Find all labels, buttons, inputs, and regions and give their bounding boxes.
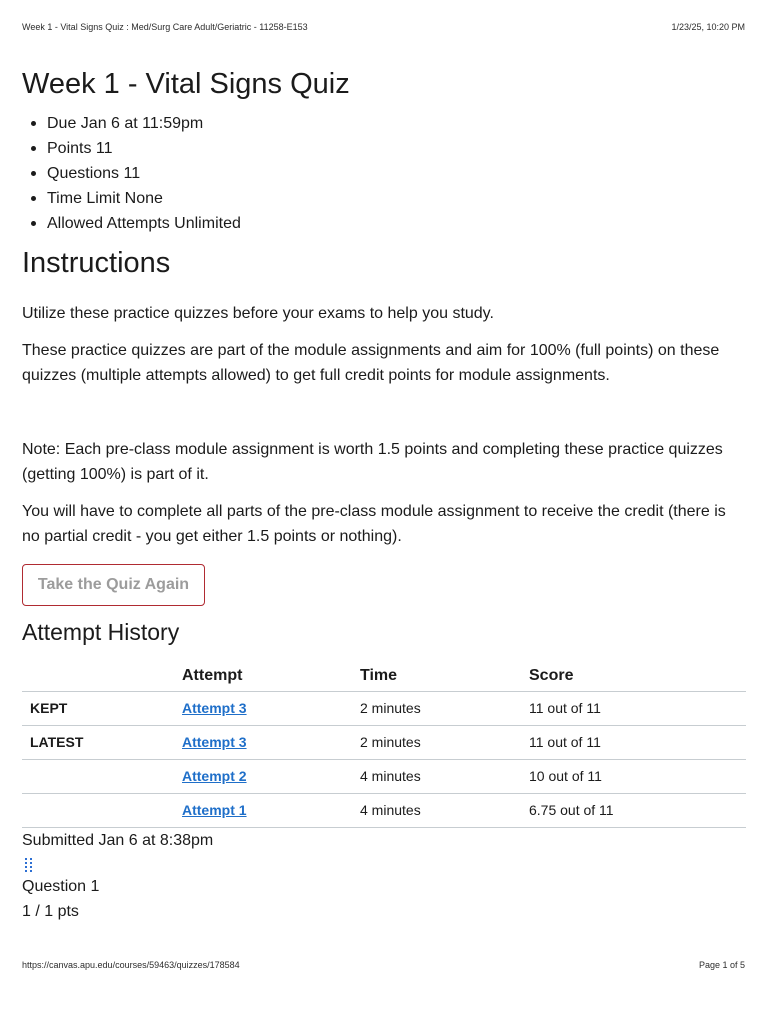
quiz-detail-due (22, 111, 746, 136)
attempt-cell (182, 759, 360, 793)
instructions-heading: Instructions (22, 247, 171, 279)
take-quiz-again-button[interactable]: Take the Quiz Again (22, 564, 205, 606)
instructions-paragraph: These practice quizzes are part of the module assignments and aim for 100% (full points) on these quizzes (multiple attempts allowed) to get full credit points for module assignments. (22, 342, 720, 384)
detail-text: Allowed Attempts Unlimited (47, 215, 241, 232)
attempt-time: 4 minutes (360, 793, 529, 827)
drag-handle-icon[interactable] (22, 856, 34, 874)
column-header-score: Score (529, 661, 746, 691)
detail-text: Questions 11 (47, 165, 141, 182)
attempt-time: 2 minutes (360, 725, 529, 759)
main-content (22, 66, 746, 924)
submitted-timestamp: Submitted Jan 6 at 8:38pm (22, 831, 214, 849)
table-row (22, 759, 746, 793)
quiz-detail-questions (22, 161, 746, 186)
print-header (22, 22, 745, 36)
attempt-history-table (22, 661, 746, 828)
quiz-detail-points (22, 136, 746, 161)
instructions-paragraph: You will have to complete all parts of the pre-class module assignment to receive the credit (there is no partial credit - you get either 1.5 points or nothing). (22, 503, 726, 545)
bullet-icon (31, 196, 36, 201)
print-header-title: Week 1 - Vital Signs Quiz : Med/Surg Care Adult/Geriatric - 11258-E153 (22, 22, 308, 32)
attempt-cell (182, 793, 360, 827)
attempt-cell (182, 691, 360, 725)
attempt-link[interactable]: Attempt 3 (182, 700, 247, 716)
table-row (22, 691, 746, 725)
column-header-time: Time (360, 661, 529, 691)
detail-text: Due Jan 6 at 11:59pm (47, 115, 204, 132)
column-header-attempt: Attempt (182, 661, 360, 691)
attempt-status-label (22, 759, 182, 793)
question-label: Question 1 (22, 877, 100, 895)
attempt-score: 6.75 out of 11 (529, 793, 746, 827)
quiz-title: Week 1 - Vital Signs Quiz (22, 68, 350, 100)
print-header-timestamp: 1/23/25, 10:20 PM (671, 22, 745, 32)
quiz-detail-time-limit (22, 186, 746, 211)
attempt-status-label: LATEST (22, 725, 182, 759)
question-points: 1 / 1 pts (22, 902, 79, 920)
print-footer (22, 960, 745, 972)
attempt-cell (182, 725, 360, 759)
detail-text: Time Limit None (47, 190, 163, 207)
attempt-time: 2 minutes (360, 691, 529, 725)
table-header-row (22, 661, 746, 691)
attempt-link[interactable]: Attempt 3 (182, 734, 247, 750)
attempt-link[interactable]: Attempt 1 (182, 802, 247, 818)
table-row (22, 793, 746, 827)
quiz-details-list (22, 111, 746, 236)
attempt-time: 4 minutes (360, 759, 529, 793)
attempt-score: 10 out of 11 (529, 759, 746, 793)
bullet-icon (31, 171, 36, 176)
page-number: Page 1 of 5 (698, 960, 745, 970)
detail-text: Points 11 (47, 140, 113, 157)
column-header (22, 661, 182, 691)
bullet-icon (31, 121, 36, 126)
attempt-link[interactable]: Attempt 2 (182, 768, 247, 784)
bullet-icon (31, 221, 36, 226)
quiz-detail-attempts (22, 211, 746, 236)
instructions-paragraph: Note: Each pre-class module assignment is worth 1.5 points and completing these practice quizzes (getting 100%) is part of it. (22, 441, 723, 483)
table-row (22, 725, 746, 759)
attempt-score: 11 out of 11 (529, 691, 746, 725)
bullet-icon (31, 146, 36, 151)
attempt-score: 11 out of 11 (529, 725, 746, 759)
page-url: https://canvas.apu.edu/courses/59463/quizzes/178584 (22, 960, 240, 970)
instructions-paragraph: Utilize these practice quizzes before your exams to help you study. (22, 305, 494, 322)
attempt-status-label: KEPT (22, 691, 182, 725)
attempt-history-heading: Attempt History (22, 619, 180, 645)
attempt-status-label (22, 793, 182, 827)
